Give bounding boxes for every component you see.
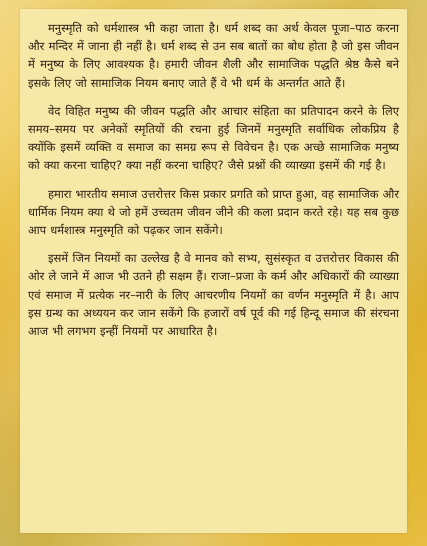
paragraph-2: वेद विहित मनुष्य की जीवन पद्धति और आचार संहिता का प्रतिपादन करने के लिए समय–समय पर अनेकों स्मृतियों की रचना हुई जिनमें मनुस्मृति सर्वाधिक लोकप्रिय है क्योंकि इसमें व्यक्ति व समाज का समग्र रूप से विवेचन है। एक अच्छे सामाजिक मनुष्य को क्या करना चाहिए? क्या नहीं करना चाहिए? जैसे प्रश्नों की व्याख्या इसमें की गई है। xyxy=(28,103,399,173)
paragraph-4: इसमें जिन नियमों का उल्लेख है वे मानव को सभ्य, सुसंस्कृत व उत्तरोत्तर विकास की ओर ले जाने में आज भी उतने ही सक्षम हैं। राजा–प्रजा के कर्म और अधिकारों की व्याख्या एवं समाज में प्रत्येक नर–नारी के लिए आचरणीय नियमों का वर्णन मनुस्मृति में है। आप इस ग्रन्थ का अध्ययन कर जान सकेंगे कि हजारों वर्ष पूर्व की गई हिन्दू समाज की संरचना आज भी लगभग इन्हीं नियमों पर आधारित है। xyxy=(28,251,399,339)
paragraph-1: मनुस्मृति को धर्मशास्त्र भी कहा जाता है। धर्म शब्द का अर्थ केवल पूजा–पाठ करना और मन्दिर में जाना ही नहीं है। धर्म शब्द से उन सब बातों का बोध होता है जो इस जीवन में मनुष्य के लिए आवश्यक है। हमारी जीवन शैली और सामाजिक पद्धति श्रेष्ठ कैसे बने इसके लिए जो सामाजिक नियम बनाए जाते हैं वे भी धर्म के अन्तर्गत आते हैं। xyxy=(28,21,399,90)
text-panel xyxy=(20,9,407,533)
paragraph-3: हमारा भारतीय समाज उत्तरोत्तर किस प्रकार प्रगति को प्राप्त हुआ, वह सामाजिक और धार्मिक नियम क्या थे जो हमें उच्चतम जीवन जीने की कला प्रदान करते रहे। यह सब कुछ आप धर्मशास्त्र मनुस्मृति को पढ़कर जान सकेंगे। xyxy=(28,186,399,238)
text-content xyxy=(28,19,399,340)
